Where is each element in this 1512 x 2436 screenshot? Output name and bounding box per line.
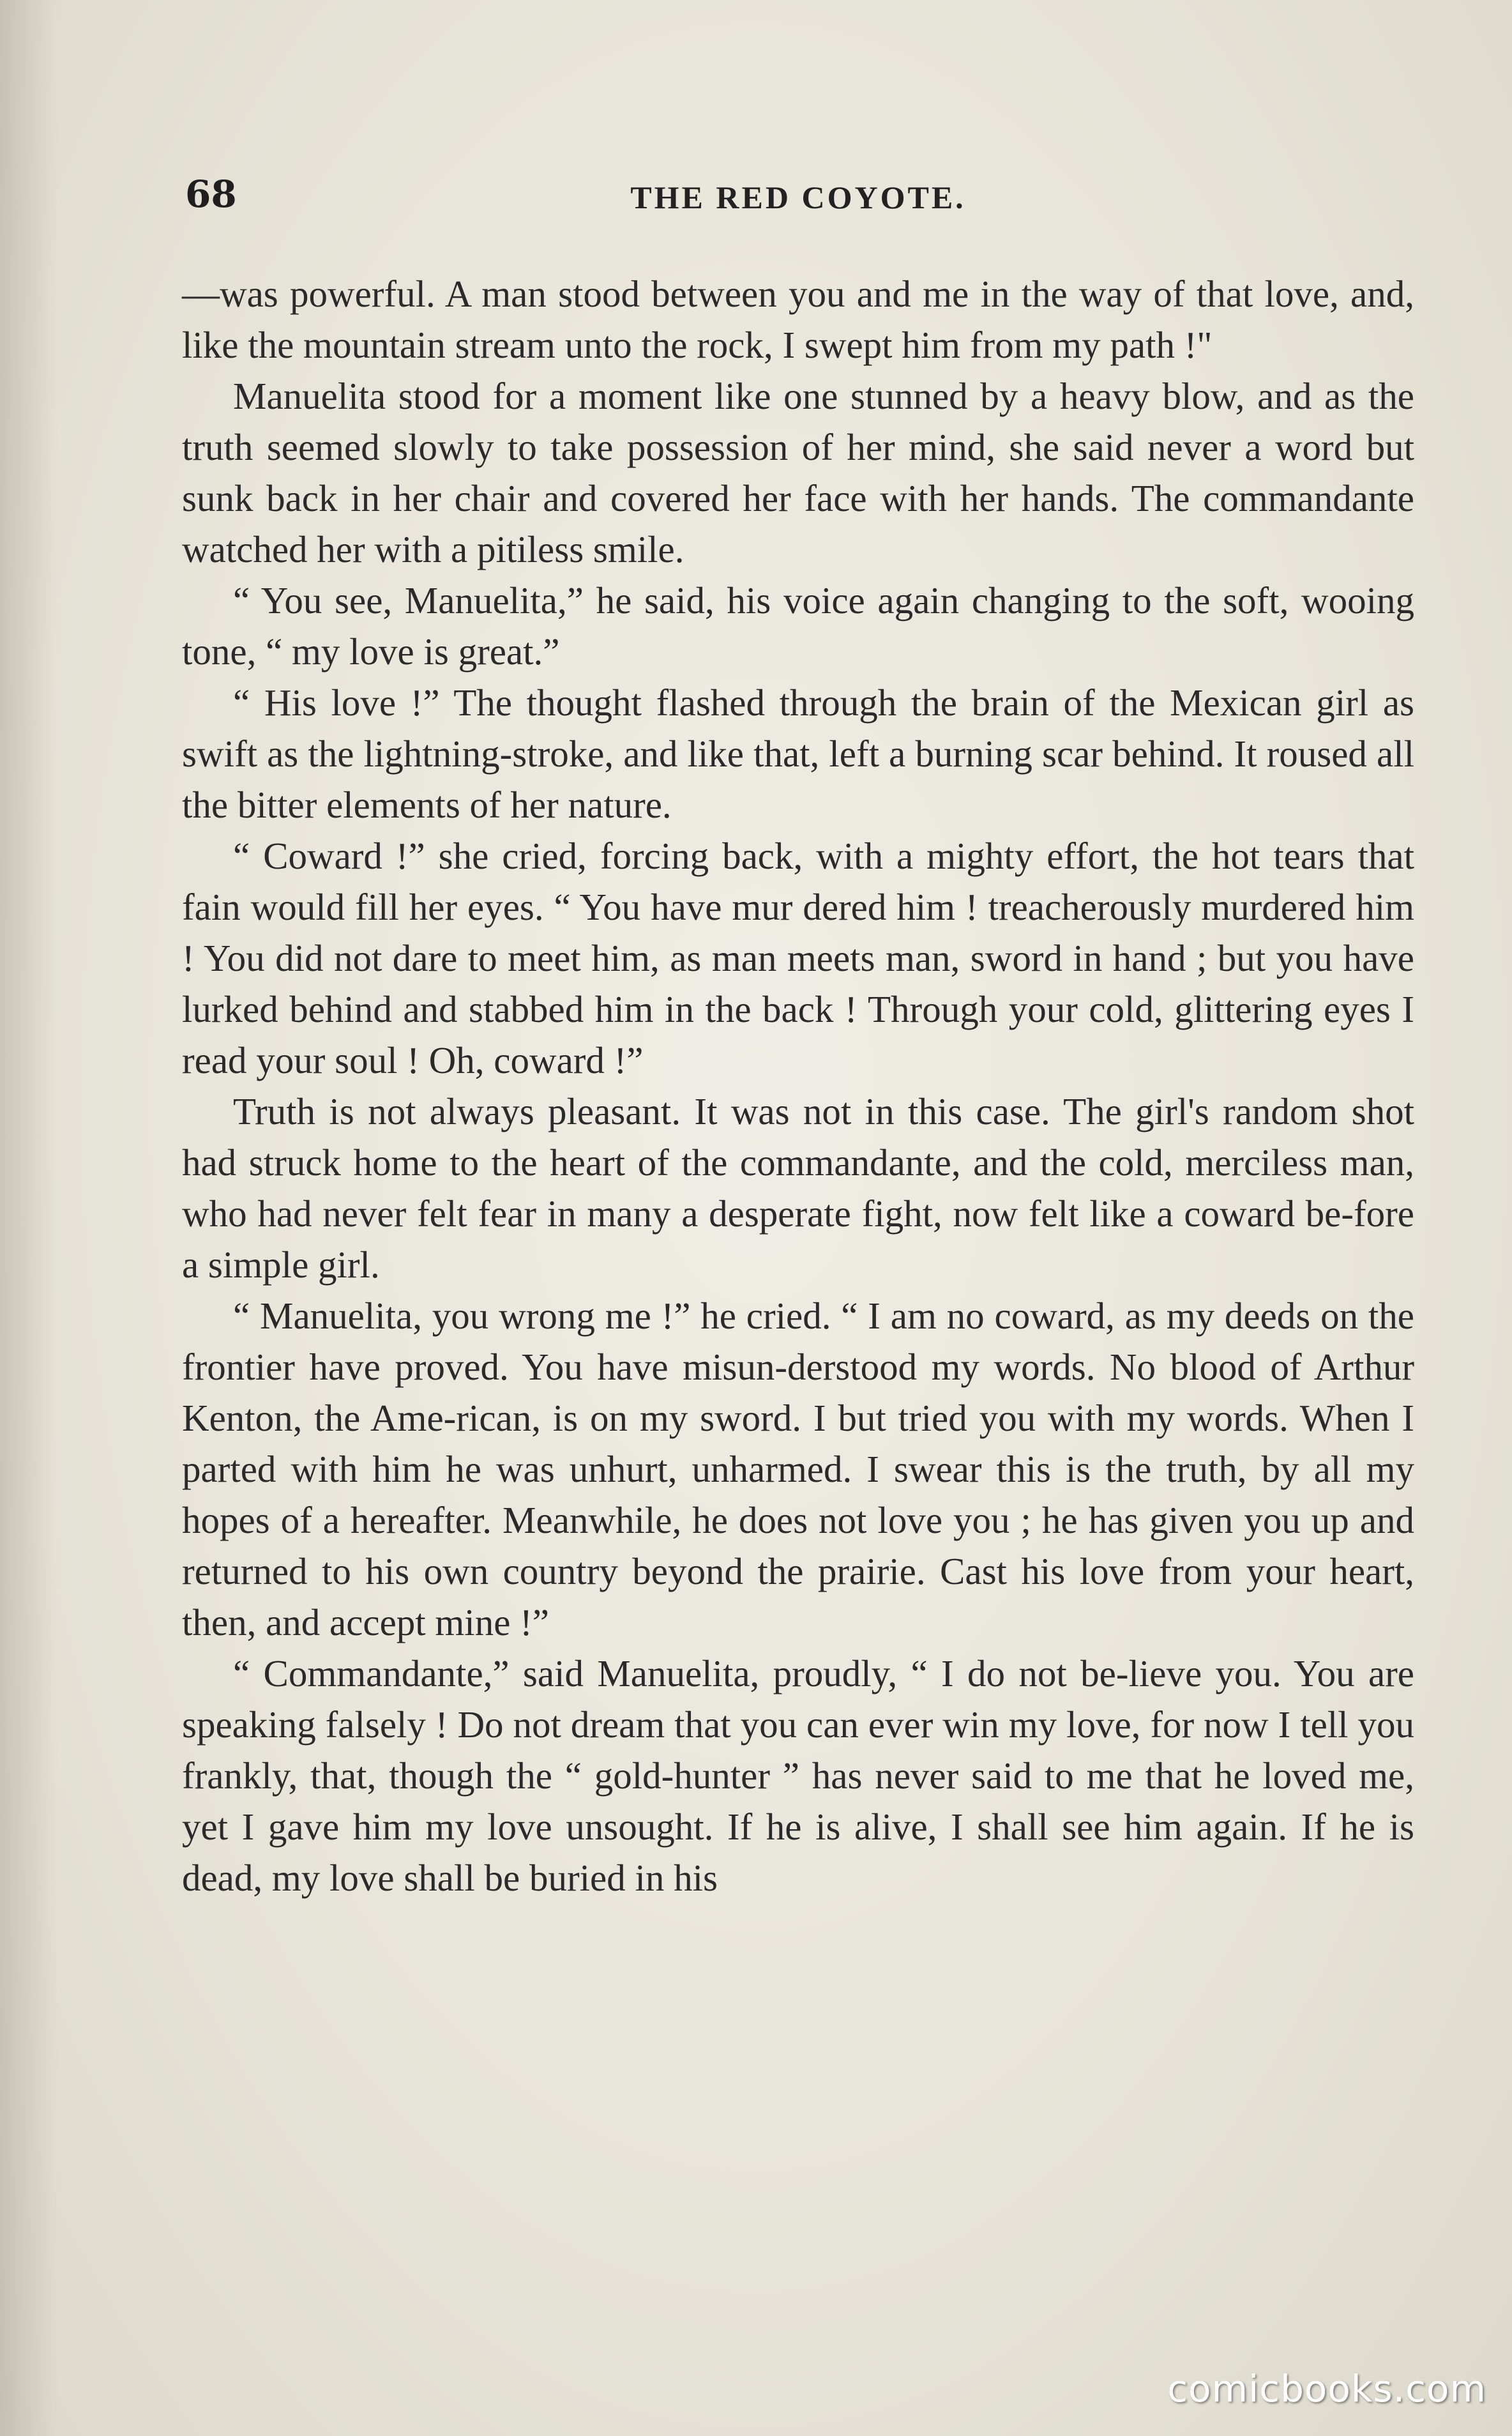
page-edge-shadow xyxy=(0,0,57,2436)
paragraph: “ Manuelita, you wrong me !” he cried. “ I am no coward, as my deeds on the frontier have proved. You have misun-derstood my words. No blood of Arthur Kenton, the Ame-rican, is on my sword. I but tried you with my words. When I parted with him he was unhurt, unharmed. I swear this is the truth, by all my hopes of a hereafter. Meanwhile, he does not love you ; he has given you up and returned to his own country beyond the prairie. Cast his love from your heart, then, and accept mine !” xyxy=(182,1295,1414,1643)
paragraph: “ His love !” The thought flashed through the brain of the Mexican girl as swift as the lightning-stroke, and like that, left a burning scar behind. It roused all the bitter elements of her nature. xyxy=(182,681,1414,826)
paragraph: “ You see, Manuelita,” he said, his voice again changing to the soft, wooing tone, “ my love is great.” xyxy=(182,579,1414,673)
body-text xyxy=(182,268,1414,1903)
paragraph: Truth is not always pleasant. It was not in this case. The girl's random shot had struck home to the heart of the commandante, and the cold, merciless man, who had never felt fear in many a desperate fight, now felt like a coward be-fore a simple girl. xyxy=(182,1090,1414,1286)
page-number: 68 xyxy=(185,172,237,216)
paragraph: “ Commandante,” said Manuelita, proudly, “ I do not be-lieve you. You are speaking falsely ! Do not dream that you can ever win my love, for now I tell you frankly, that, though the “ gold-hunter ” has never said to me that he loved me, yet I gave him my love unsought. If he is alive, I shall see him again. If he is dead, my love shall be buried in his xyxy=(182,1652,1414,1899)
running-head: THE RED COYOTE. xyxy=(630,179,966,215)
watermark: comicbooks.com xyxy=(1167,2367,1486,2410)
page-header xyxy=(185,172,1411,230)
paragraph: Manuelita stood for a moment like one stunned by a heavy blow, and as the truth seemed slowly to take possession of her mind, she said never a word but sunk back in her chair and covered her face with her hands. The commandante watched her with a pitiless smile. xyxy=(182,375,1414,570)
paragraph: —was powerful. A man stood between you and me in the way of that love, and, like the mountain stream unto the rock, I swept him from my path !" xyxy=(182,273,1414,366)
paragraph: “ Coward !” she cried, forcing back, with a mighty effort, the hot tears that fain would fill her eyes. “ You have mur dered him ! treacherously murdered him ! You did not dare to meet him, as man meets man, sword in hand ; but you have lurked behind and stabbed him in the back ! Through your cold, glittering eyes I read your soul ! Oh, coward !” xyxy=(182,835,1414,1081)
